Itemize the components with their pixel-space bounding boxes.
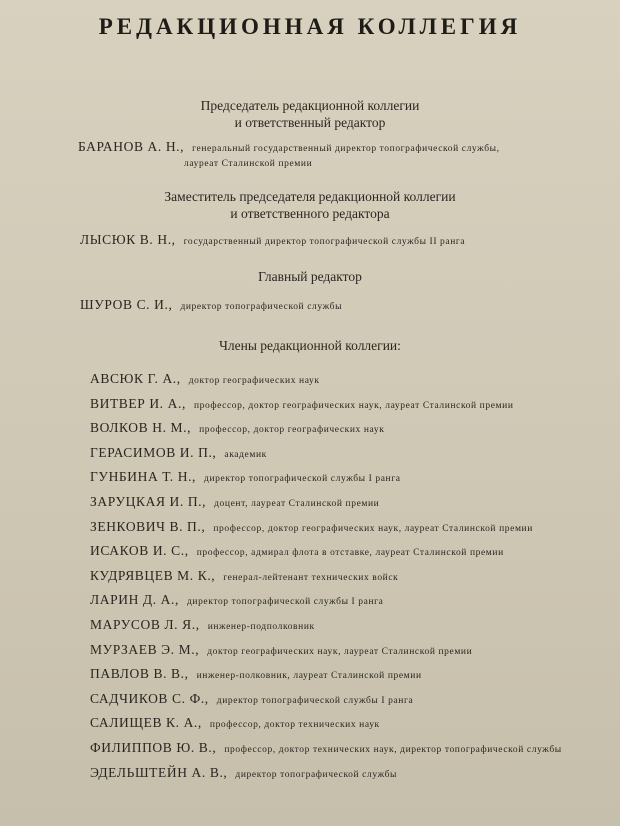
chairman-role-line2: и ответственный редактор [234,115,386,130]
member-entry [90,665,562,690]
members-list [90,370,562,788]
member-entry [90,444,562,469]
member-description: профессор, доктор географических наук, лауреат Сталинской премии [193,400,514,411]
member-entry [90,690,562,715]
member-entry [90,370,562,395]
chairman-description-line1: генеральный государственный директор топографической службы, [192,144,500,154]
member-description: профессор, доктор географических наук, лауреат Сталинской премии [213,523,533,534]
member-name: АВСЮК Г. А., [90,371,181,386]
member-description: генерал-лейтенант технических войск [223,572,399,583]
member-description: директор топографической службы I ранга [216,695,414,706]
member-name: ПАВЛОВ В. В., [90,666,189,682]
member-description: директор топографической службы I ранга [204,474,401,485]
member-description: инженер-подполковник [207,621,315,632]
member-entry [90,567,562,592]
member-description: академик [224,449,267,460]
member-name: ЭДЕЛЬШТЕЙН А. В., [90,764,228,780]
member-description: доктор географических наук [188,376,320,386]
member-entry [90,468,562,493]
member-entry [90,493,562,518]
member-entry [90,518,562,543]
member-entry [90,739,562,764]
member-entry [90,641,562,666]
chief-editor-name: ШУРОВ С. И., [80,297,173,312]
member-name: ИСАКОВ И. С., [90,543,189,559]
deputy-name: ЛЫСЮК В. Н., [80,232,176,247]
page-title: РЕДАКЦИОННАЯ КОЛЛЕГИЯ [98,14,522,39]
chief-editor-entry [80,297,342,313]
deputy-role-line1: Заместитель председателя редакционной коллегии [164,189,456,204]
chairman-description-line2: лауреат Сталинской премии [184,159,313,169]
member-entry [90,616,562,641]
chief-editor-role: Главный редактор [258,269,362,284]
member-entry [90,764,562,789]
member-description: доктор географических наук, лауреат Сталинской премии [207,646,473,657]
member-description: инженер-полковник, лауреат Сталинской премии [196,671,422,682]
member-name: ЛАРИН Д. А., [90,592,179,608]
deputy-description: государственный директор топографической службы II ранга [183,237,466,247]
member-name: КУДРЯВЦЕВ М. К., [90,567,216,583]
member-description: директор топографической службы [235,769,398,780]
chairman-role [0,97,620,131]
member-name: МУРЗАЕВ Э. М., [90,641,200,657]
member-entry [90,591,562,616]
member-name: ЗАРУЦКАЯ И. П., [90,493,207,509]
member-name: ГУНБИНА Т. Н., [90,469,197,485]
member-description: профессор, адмирал флота в отставке, лауреат Сталинской премии [196,548,504,559]
member-name: САЛИЩЕВ К. А., [90,715,202,731]
member-entry [90,542,562,567]
member-description: директор топографической службы I ранга [186,597,384,608]
member-name: ЗЕНКОВИЧ В. П., [90,518,206,534]
member-name: ВИТВЕР И. А., [90,395,186,411]
deputy-entry [80,232,465,248]
member-name: МАРУСОВ Л. Я., [90,616,200,632]
member-description: доцент, лауреат Сталинской премии [214,498,380,509]
chairman-name: БАРАНОВ А. Н., [78,139,185,154]
member-entry [90,714,562,739]
member-name: ГЕРАСИМОВ И. П., [90,444,217,460]
chairman-entry-continued [184,154,312,170]
members-heading: Члены редакционной коллегии: [219,338,401,353]
member-description: профессор, доктор технических наук, директор топографической службы [224,744,562,755]
member-description: профессор, доктор технических наук [209,720,380,731]
chairman-role-line1: Председатель редакционной коллегии [200,98,420,113]
deputy-role [0,188,620,222]
chief-editor-description: директор топографической службы [180,302,343,312]
member-name: САДЧИКОВ С. Ф., [90,690,209,706]
deputy-role-line2: и ответственного редактора [230,206,390,221]
member-entry [90,419,562,444]
member-name: ВОЛКОВ Н. М., [90,420,192,436]
member-entry [90,395,562,420]
member-name: ФИЛИППОВ Ю. В., [90,739,217,755]
chairman-entry [78,139,500,155]
member-description: профессор, доктор географических наук [199,425,385,436]
